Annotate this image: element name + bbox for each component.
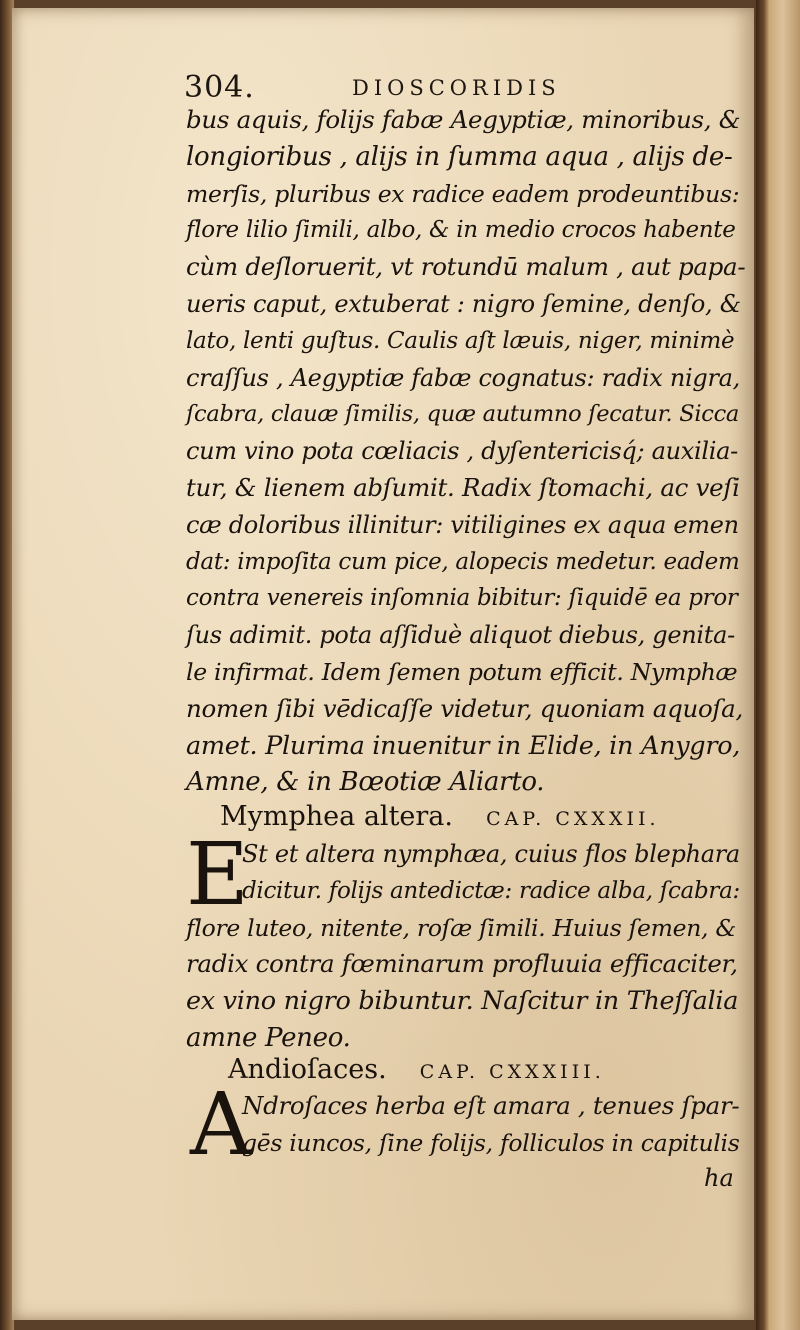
text-line: lato, lenti guſtus. Caulis aſt læuis, niger, minimè xyxy=(186,327,735,354)
text-line: ſus adimit. pota aſſiduè aliquot diebus, genita- xyxy=(186,621,735,650)
chapter-number: CAP. CXXXII. xyxy=(486,808,660,830)
text-line: ueris caput, extuberat : nigro ſemine, denſo, & xyxy=(186,289,741,318)
text-line: amne Peneo. xyxy=(186,1022,351,1053)
running-title: DIOSCORIDIS xyxy=(352,76,561,100)
page-number: 304. xyxy=(184,70,255,105)
chapter-title: Andioſaces. xyxy=(228,1054,387,1085)
text-line: dicitur. folijs antedictæ: radice alba, ſcabra: xyxy=(242,877,740,904)
chapter-heading xyxy=(228,1050,605,1090)
text-line: Ndroſaces herba eſt amara , tenues ſpar- xyxy=(242,1091,740,1120)
chapter-heading xyxy=(220,797,660,837)
chapter-paragraph xyxy=(186,836,746,1057)
text-line: St et altera nymphæa, cuius flos blephara xyxy=(242,840,740,868)
text-line: ſcabra, clauæ ſimilis, quæ autumno ſecatur. Sicca xyxy=(186,401,739,428)
chapter-number: CAP. CXXXIII. xyxy=(419,1061,605,1083)
text-line: tur, & lienem abſumit. Radix ſtomachi, ac veſi xyxy=(186,472,740,502)
text-line: ex vino nigro bibuntur. Naſcitur in Theſſalia xyxy=(186,986,739,1017)
text-line: flore luteo, nitente, roſæ ſimili. Huius ſemen, & xyxy=(186,913,737,942)
body-text xyxy=(186,102,746,801)
drop-cap-initial: A xyxy=(190,1075,253,1175)
text-line: radix contra fœminarum profluuia efficaciter, xyxy=(186,949,738,979)
text-line: nomen ſibi vēdicaſſe videtur, quoniam aquoſa, xyxy=(186,693,743,723)
chapter-title: Mymphea altera. xyxy=(220,801,453,832)
text-line: bus aquis, folijs fabæ Aegyptiæ, minoribus, & xyxy=(186,105,741,134)
text-line: cùm deſloruerit, vt rotundū malum , aut papa- xyxy=(186,252,746,282)
text-line: cum vino pota cœliacis , dyſentericisq́; auxilia- xyxy=(186,437,738,466)
text-line: longioribus , alijs in ſumma aqua , alijs de- xyxy=(186,141,733,172)
text-line: le infirmat. Idem ſemen potum efficit. Nymphæ xyxy=(186,657,738,686)
catchword: ha xyxy=(704,1164,734,1192)
chapter-paragraph xyxy=(186,1088,746,1162)
drop-cap-initial: E xyxy=(186,825,249,925)
text-line: Amne, & in Bœotiæ Aliarto. xyxy=(186,767,545,798)
text-line: amet. Plurima inuenitur in Elide, in Anygro, xyxy=(186,730,741,761)
text-line: gēs iuncos, ſine folijs, folliculos in capitulis xyxy=(242,1128,740,1157)
text-line: merſis, pluribus ex radice eadem prodeuntibus: xyxy=(186,179,740,208)
next-page-edge xyxy=(756,0,800,1330)
text-line: craſſus , Aegyptiæ fabæ cognatus: radix nigra, xyxy=(186,363,740,392)
text-line: flore lilio ſimili, albo, & in medio crocos habente xyxy=(186,217,736,244)
text-line: contra venereis inſomnia bibitur: ſiquidē ea pror xyxy=(186,585,738,612)
text-line: cæ doloribus illinitur: vitiligines ex aqua emen xyxy=(186,510,739,539)
text-line: dat: impoſita cum pice, alopecis medetur. eadem xyxy=(186,548,740,575)
